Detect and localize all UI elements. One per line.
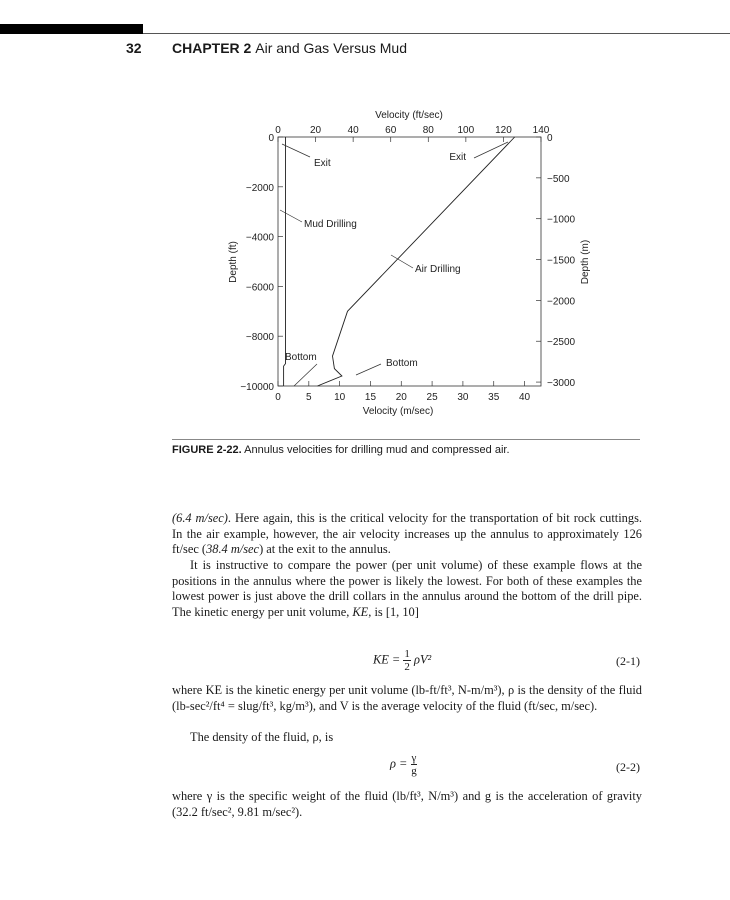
bottom-tick-label: 20 — [395, 392, 407, 403]
right-tick-label: −1000 — [547, 214, 576, 226]
p1-text-end: ) at the exit to the annulus. — [259, 542, 391, 556]
page-number: 32 — [126, 40, 142, 56]
right-tick-label: −2000 — [547, 296, 576, 308]
eq1-rhs: ρV² — [414, 652, 432, 667]
top-tick-label: 40 — [347, 125, 359, 136]
annotation-label: Mud Drilling — [304, 219, 357, 230]
p2-ke: KE — [352, 604, 369, 619]
equation-number-2-2: (2-2) — [616, 760, 640, 774]
chapter-label: CHAPTER 2 — [172, 40, 252, 56]
figure-caption-text: Annulus velocities for drilling mud and compressed air. — [244, 444, 510, 456]
paragraph-5: where γ is the specific weight of the fluid (lb/ft³, N/m³) and g is the acceleration of gravity (32.2 ft/sec², 9.81 m/sec²). — [172, 789, 642, 819]
bottom-axis-title: Velocity (m/sec) — [362, 406, 434, 417]
annotation-label: Bottom — [285, 352, 317, 363]
bottom-tick-label: 10 — [334, 392, 346, 403]
left-tick-label: 0 — [268, 133, 274, 144]
annotation-label: Exit — [314, 158, 331, 169]
annotation-leader — [294, 364, 317, 386]
right-axis-title: Depth (m) — [580, 239, 591, 285]
caption-rule — [172, 439, 640, 440]
top-tick-label: 60 — [385, 125, 397, 136]
bottom-tick-label: 40 — [518, 392, 531, 403]
top-tick-label: 0 — [275, 125, 281, 136]
bottom-tick-label: 25 — [426, 392, 438, 403]
right-tick-label: −1500 — [547, 255, 576, 267]
bottom-tick-label: 0 — [275, 392, 281, 403]
eq1-numerator: 1 — [404, 648, 410, 660]
eq1-fraction — [403, 648, 411, 673]
eq1-lhs: KE = — [373, 652, 401, 667]
figure-caption — [172, 444, 510, 456]
p1-metric-exit: 38.4 m/sec — [206, 542, 260, 556]
eq1-denominator: 2 — [404, 661, 410, 673]
series-line-air-drilling — [317, 137, 514, 386]
figure-label: FIGURE 2-22. — [172, 444, 242, 456]
top-tick-label: 20 — [310, 125, 322, 136]
left-tick-label: −6000 — [245, 282, 274, 294]
equation-2-1 — [373, 648, 431, 673]
bottom-tick-label: 35 — [488, 392, 500, 403]
paragraph-3: where KE is the kinetic energy per unit volume (lb-ft/ft³, N-m/m³), ρ is the density of the fluid (lb-sec²/ft⁴ = slug/ft³, kg/m³), and V is the average velocity of the fluid (ft/sec, m/sec). — [172, 683, 642, 713]
bottom-tick-label: 30 — [457, 392, 469, 403]
top-tick-label: 80 — [422, 125, 434, 136]
bottom-tick-label: 5 — [306, 392, 312, 403]
eq2-lhs: ρ = — [390, 756, 408, 771]
series-line-mud-drilling — [284, 137, 286, 386]
annotation-label: Exit — [449, 152, 466, 163]
annotation-leader — [474, 142, 508, 158]
chapter-title: Air and Gas Versus Mud — [255, 40, 407, 56]
annotation-leader — [282, 144, 310, 157]
eq2-fraction — [411, 752, 418, 777]
eq2-denominator: g — [411, 765, 417, 777]
velocity-depth-chart — [0, 0, 730, 430]
right-tick-label: −3000 — [547, 378, 576, 390]
annotation-label: Bottom — [386, 358, 418, 369]
left-axis-title: Depth (ft) — [228, 241, 239, 283]
equation-number-2-1: (2-1) — [616, 654, 640, 668]
left-tick-label: −4000 — [245, 232, 274, 244]
right-tick-label: 0 — [547, 133, 553, 144]
p2-text: It is instructive to compare the power (per unit volume) of these example flows at the positions in the annulus where the power is likely the lowest. For both of these examples the lowest power is just above the drill collars in the annulus around the bottom of the drill pipe. The kinetic energy per unit volume, — [172, 558, 642, 619]
left-tick-label: −8000 — [245, 332, 274, 344]
top-axis-title: Velocity (ft/sec) — [375, 110, 443, 121]
p2-text-end: , is [1, 10] — [368, 604, 419, 619]
top-tick-label: 120 — [495, 125, 512, 136]
p1-text: . Here again, this is the critical velocity for the transportation of bit rock cuttings. In the air example, however, the air velocity increases up the annulus to approximately 126 ft/sec ( — [172, 511, 642, 556]
paragraph-4: The density of the fluid, ρ, is — [190, 730, 334, 744]
left-tick-label: −2000 — [245, 182, 274, 194]
left-tick-label: −10000 — [240, 382, 274, 393]
bottom-tick-label: 15 — [364, 392, 377, 403]
annotation-leader — [356, 364, 381, 375]
equation-2-2 — [390, 752, 417, 777]
top-tick-label: 140 — [532, 125, 550, 136]
plot-frame — [278, 137, 541, 386]
annotation-label: Air Drilling — [415, 264, 461, 275]
annotation-leader — [391, 255, 413, 268]
p1-metric-start: (6.4 m/sec) — [172, 511, 228, 525]
top-tick-label: 100 — [457, 125, 475, 136]
paragraph-2 — [172, 558, 642, 620]
eq2-numerator: γ — [411, 752, 417, 764]
right-tick-label: −2500 — [547, 337, 576, 349]
right-tick-label: −500 — [547, 173, 570, 185]
annotation-leader — [280, 210, 302, 222]
paragraph-1 — [172, 511, 642, 558]
